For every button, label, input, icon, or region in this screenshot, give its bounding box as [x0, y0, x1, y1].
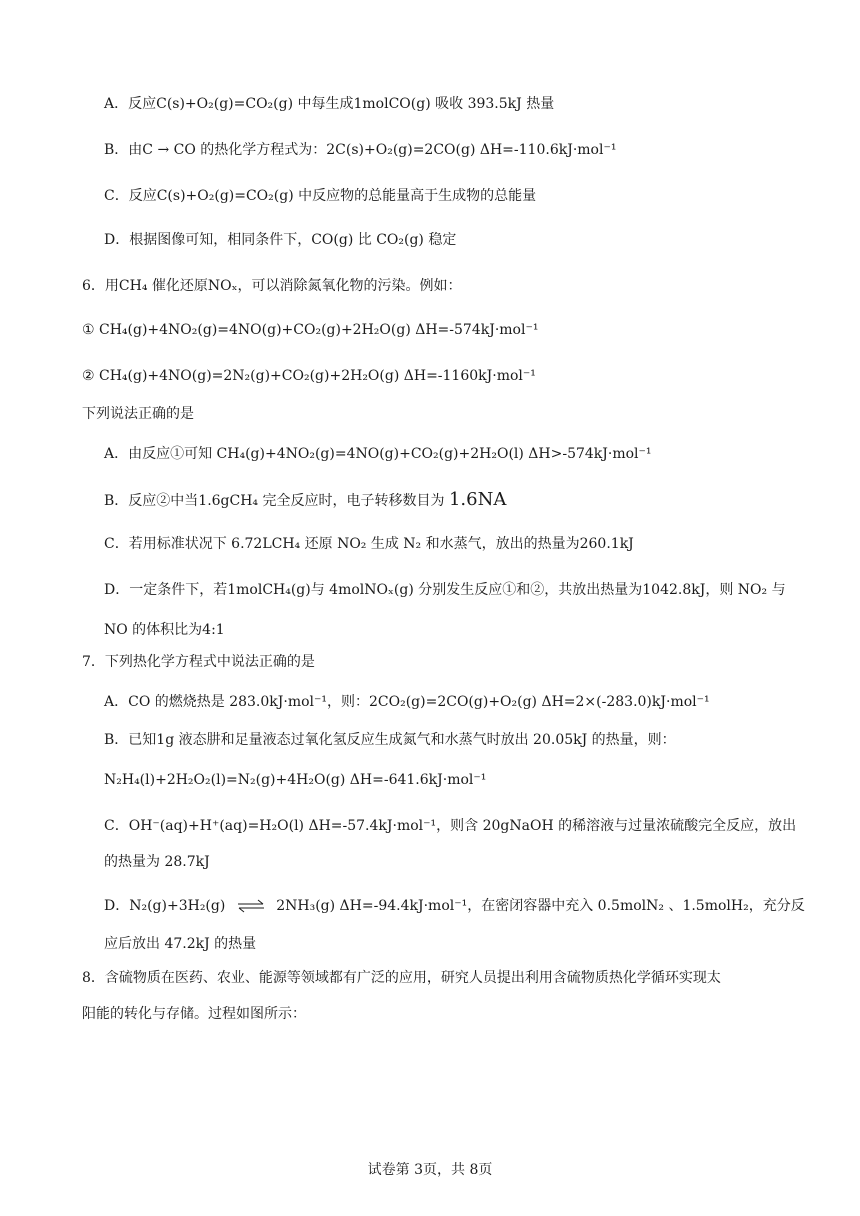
option-6c: C．若用标准状况下 6.72LCH₄ 还原 NO₂ 生成 N₂ 和水蒸气，放出的热量为260.1kJ: [104, 536, 634, 552]
option-7c: C．OH⁻(aq)+H⁺(aq)=H₂O(l) ΔH=-57.4kJ·mol⁻¹，则含 20gNaOH 的稀溶液与过量浓硫酸完全反应，放出: [104, 818, 797, 834]
option-7d-left: D．N₂(g)+3H₂(g): [104, 898, 226, 914]
reversible-arrow-icon: [236, 899, 266, 913]
option-7b: B．已知1g 液态肼和足量液态过氧化氢反应生成氮气和水蒸气时放出 20.05kJ 的热量，则：: [104, 732, 676, 748]
option-7d-cont: 应后放出 47.2kJ 的热量: [104, 936, 257, 952]
option-7a: A．CO 的燃烧热是 283.0kJ·mol⁻¹，则：2CO₂(g)=2CO(g)+O₂(g) ΔH=2×(-283.0)kJ·mol⁻¹: [104, 694, 710, 710]
option-6b-text: B．反应②中当1.6gCH₄ 完全反应时，电子转移数目为: [104, 493, 445, 509]
option-6d: D．一定条件下，若1molCH₄(g)与 4molNOₓ(g) 分别发生反应①和②，共放出热量为1042.8kJ，则 NO₂ 与: [104, 582, 786, 598]
option-6d-cont: NO 的体积比为4:1: [104, 622, 225, 638]
option-5b: B．由C → CO 的热化学方程式为：2C(s)+O₂(g)=2CO(g) ΔH=-110.6kJ·mol⁻¹: [104, 142, 617, 158]
reaction-2: ② CH₄(g)+4NO(g)=2N₂(g)+CO₂(g)+2H₂O(g) ΔH=-1160kJ·mol⁻¹: [82, 368, 536, 384]
option-6a: A．由反应①可知 CH₄(g)+4NO₂(g)=4NO(g)+CO₂(g)+2H₂O(l) ΔH>-574kJ·mol⁻¹: [104, 446, 652, 462]
option-5d: D．根据图像可知，相同条件下，CO(g) 比 CO₂(g) 稳定: [104, 232, 457, 248]
reaction-1: ① CH₄(g)+4NO₂(g)=4NO(g)+CO₂(g)+2H₂O(g) ΔH=-574kJ·mol⁻¹: [82, 322, 539, 338]
option-7b-equation: N₂H₄(l)+2H₂O₂(l)=N₂(g)+4H₂O(g) ΔH=-641.6kJ·mol⁻¹: [104, 772, 487, 788]
electron-count: 1.6NA: [448, 489, 507, 510]
question-8-cont: 阳能的转化与存储。过程如图所示：: [82, 1006, 306, 1022]
option-5c: C．反应C(s)+O₂(g)=CO₂(g) 中反应物的总能量高于生成物的总能量: [104, 188, 537, 204]
option-5a: A．反应C(s)+O₂(g)=CO₂(g) 中每生成1molCO(g) 吸收 393.5kJ 热量: [104, 96, 555, 112]
option-6b: [104, 490, 506, 511]
option-7c-cont: 的热量为 28.7kJ: [104, 854, 210, 870]
option-7d: [104, 896, 805, 916]
option-7d-right: 2NH₃(g) ΔH=-94.4kJ·mol⁻¹，在密闭容器中充入 0.5molN₂ 、1.5molH₂，充分反: [276, 898, 805, 914]
page-footer: 试卷第 3页，共 8页: [367, 1162, 493, 1178]
question-6-prompt: 下列说法正确的是: [82, 406, 194, 422]
question-6-stem: 6．用CH₄ 催化还原NOₓ，可以消除氮氧化物的污染。例如：: [82, 278, 462, 294]
question-8-stem: 8．含硫物质在医药、农业、能源等领域都有广泛的应用，研究人员提出利用含硫物质热化学循环实现太: [82, 970, 721, 986]
question-7-stem: 7．下列热化学方程式中说法正确的是: [82, 654, 315, 670]
